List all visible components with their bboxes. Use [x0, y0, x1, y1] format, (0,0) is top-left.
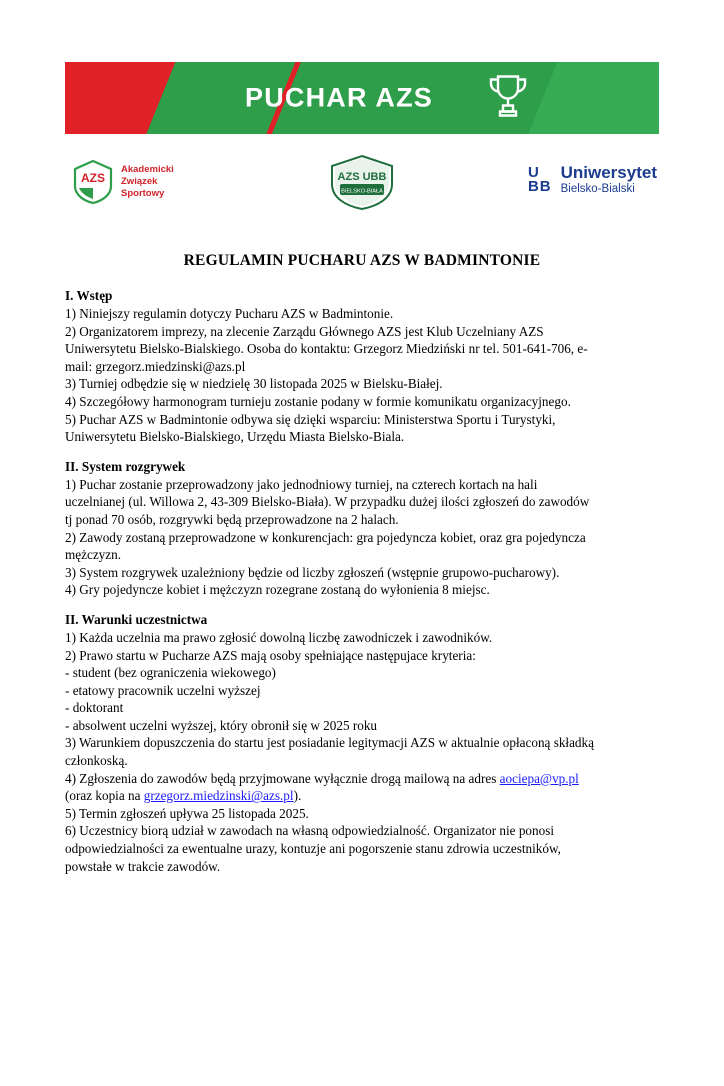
paragraph-email-copy: [65, 787, 659, 805]
ubb-name-line-1: Uniwersytet: [560, 163, 657, 182]
azs-ubb-club-logo: [326, 154, 398, 215]
paragraph: 3) System rozgrywek uzależniony będzie od liczby zgłoszeń (wstępnie grupowo-pucharowy).: [65, 564, 560, 580]
event-banner: [65, 62, 659, 134]
ubb-name-line-2: Bielsko-Bialski: [560, 183, 635, 195]
paragraph: tj ponad 70 osób, rozgrywki będą przeprowadzone na 2 halach.: [65, 511, 399, 527]
trophy-icon: [485, 71, 531, 126]
email-line-prefix: 4) Zgłoszenia do zawodów będą przyjmowane wyłącznie drogą mailową na adres: [65, 770, 500, 786]
paragraph: uczelnianej (ul. Willowa 2, 43-309 Bielsko-Biała). W przypadku dużej ilości zgłoszeń do zawodów: [65, 494, 590, 510]
paragraph: powstałe w trakcie zawodów.: [65, 858, 221, 874]
club-logo-sub: BIELSKO-BIAŁA: [341, 188, 383, 195]
ubb-logo: [528, 164, 657, 196]
paragraph: - doktorant: [65, 700, 124, 716]
azs-emblem-icon: [73, 160, 113, 204]
document-page: [0, 62, 724, 1086]
section-heading-warunki-uczestnictwa: II. Warunki uczestnictwa: [65, 611, 208, 627]
paragraph: 5) Puchar AZS w Badmintonie odbywa się dzięki wsparciu: Ministerstwa Sportu i Turystyki,: [65, 411, 556, 427]
paragraph: 6) Uczestnicy biorą udział w zawodach na własną odpowiedzialność. Organizator nie ponosi: [65, 823, 554, 839]
azs-line-1: Akademicki: [121, 164, 174, 175]
azs-line-3: Sportowy: [121, 188, 165, 199]
paragraph: 1) Każda uczelnia ma prawo zgłosić dowolną liczbę zawodniczek i zawodników.: [65, 629, 493, 645]
paragraph: Uniwersytetu Bielsko-Bialskiego, Urzędu Miasta Bielsko-Biala.: [65, 429, 405, 445]
club-logo-label: AZS UBB: [337, 171, 387, 183]
paragraph: 3) Warunkiem dopuszczenia do startu jest posiadanie legitymacji AZS w aktualnie opłaconą składką: [65, 735, 594, 751]
paragraph: 1) Puchar zostanie przeprowadzony jako jednodniowy turniej, na czterech kortach na hali: [65, 476, 538, 492]
paragraph: 2) Organizatorem imprezy, na zlecenie Zarządu Głównego AZS jest Klub Uczelniany AZS: [65, 323, 544, 339]
paragraph: - absolwent uczelni wyższej, który obronił się w 2025 roku: [65, 717, 378, 733]
paragraph: 1) Niniejszy regulamin dotyczy Pucharu AZS w Badmintonie.: [65, 306, 394, 321]
paragraph: Uniwersytetu Bielsko-Bialskiego. Osoba do kontaktu: Grzegorz Miedziński nr tel. 501-641-706, e-: [65, 341, 588, 357]
email-link-aociepa[interactable]: aociepa@vp.pl: [499, 770, 579, 786]
paragraph: mail: grzegorz.miedzinski@azs.pl: [65, 358, 246, 374]
email-copy-suffix: ).: [293, 788, 302, 804]
paragraph: członkoską.: [65, 753, 128, 769]
paragraph: mężczyzn.: [65, 547, 122, 563]
paragraph: odpowiedzialności za ewentualne urazy, kontuzje ani pogorszenie stanu zdrowia uczestników,: [65, 841, 561, 857]
section-heading-wstep: I. Wstęp: [65, 288, 113, 303]
azs-line-2: Związek: [121, 176, 158, 187]
paragraph: 4) Gry pojedyncze kobiet i mężczyzn rozegrane zostaną do wyłonienia 8 miejsc.: [65, 582, 490, 598]
paragraph: 2) Zawody zostaną przeprowadzone w konkurencjach: gra pojedyncza kobiet, oraz gra pojedyncza: [65, 529, 586, 545]
logo-row: [65, 158, 659, 218]
azs-logo: [73, 160, 174, 204]
banner-title: PUCHAR AZS: [244, 82, 433, 113]
paragraph: 2) Prawo startu w Pucharze AZS mają osoby spełniające następujace kryteria:: [65, 647, 476, 663]
paragraph: 3) Turniej odbędzie się w niedzielę 30 listopada 2025 w Bielsku-Białej.: [65, 376, 443, 392]
azs-logo-text: [121, 164, 174, 200]
section-heading-system-rozgrywek: II. System rozgrywek: [65, 458, 186, 474]
email-copy-prefix: (oraz kopia na: [65, 788, 144, 804]
paragraph: 5) Termin zgłoszeń upływa 25 listopada 2025.: [65, 805, 309, 821]
paragraph-email-submission: [65, 770, 659, 788]
paragraph: - etatowy pracownik uczelni wyższej: [65, 682, 261, 698]
paragraph: - student (bez ograniczenia wiekowego): [65, 665, 276, 681]
ubb-monogram-line-2: BB: [527, 178, 552, 195]
svg-text:AZS: AZS: [81, 171, 105, 185]
ubb-name: [561, 164, 657, 196]
paragraph: 4) Szczegółowy harmonogram turnieju zostanie podany w formie komunikatu organizacyjnego.: [65, 393, 571, 409]
ubb-monogram-line-1: U: [527, 164, 540, 181]
ubb-monogram-icon: [528, 166, 552, 194]
page-title: REGULAMIN PUCHARU AZS W BADMINTONIE: [183, 252, 541, 269]
email-link-grzegorz[interactable]: grzegorz.miedzinski@azs.pl: [143, 788, 294, 804]
azs-ubb-crest-icon: [326, 154, 398, 210]
